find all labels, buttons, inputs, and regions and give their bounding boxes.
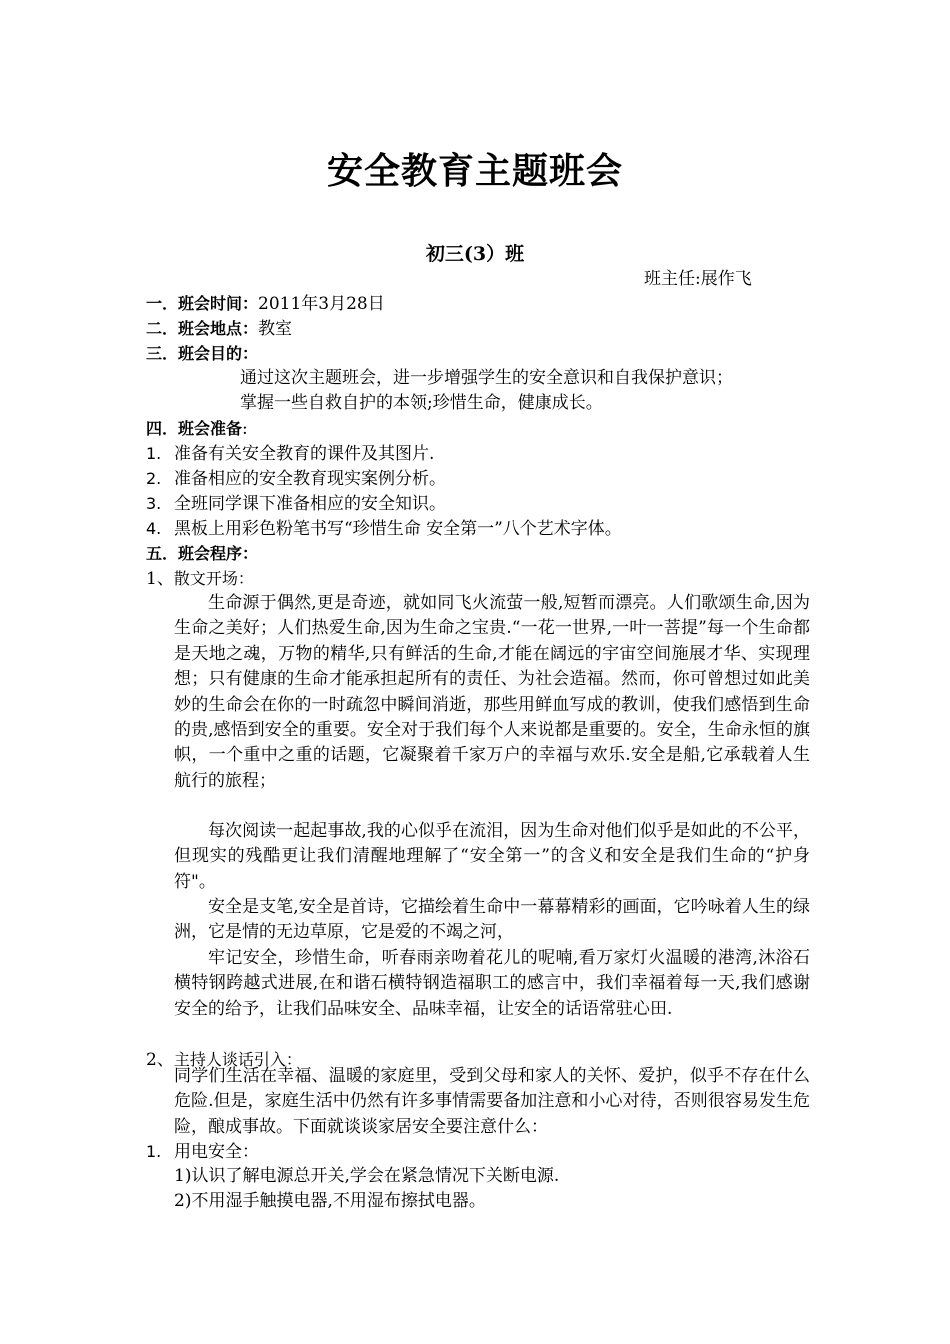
host-intro-paragraph: 同学们生活在幸福、温暖的家庭里，受到父母和家人的关怀、爱护，似乎不存在什么危险.但是，家庭生活中仍然有许多事情需要备加注意和小心对待，否则很容易发生危险，酿成事故。下面就谈谈家居安全要注意什么： [174, 1066, 810, 1137]
prep-item [146, 491, 446, 517]
electric-safety-item: 1)认识了解电源总开关,学会在紧急情况下关断电源. [174, 1166, 560, 1186]
step-number: 2、 [146, 1050, 174, 1070]
essay-paragraph: 安全是支笔,安全是首诗，它描绘着生命中一幕幕精彩的画面，它吟咏着人生的绿洲，它是情的无边草原，它是爱的不竭之河， [174, 897, 810, 943]
prep-item-number: 3. [146, 494, 162, 513]
electric-safety-number: 1. [146, 1142, 162, 1161]
teacher-name: 班主任:展作飞 [644, 269, 752, 289]
meeting-purpose-label: 三．班会目的： [146, 344, 259, 363]
prep-item-text: 黑板上用彩色粉笔书写“珍惜生命 安全第一”八个艺术字体。 [174, 519, 622, 539]
meeting-place-row [146, 316, 292, 342]
purpose-line: 掌握一些自救自护的本领;珍惜生命，健康成长。 [240, 393, 603, 413]
purpose-line: 通过这次主题班会，进一步增强学生的安全意识和自我保护意识； [240, 368, 733, 388]
prep-item-text: 全班同学课下准备相应的安全知识。 [174, 494, 446, 514]
preparation-colon: : [242, 419, 248, 439]
preparation-heading [146, 416, 248, 442]
meeting-time-value: 2011年3月28日 [258, 294, 385, 314]
prep-item-number: 4. [146, 519, 162, 538]
prep-item [146, 516, 622, 542]
step-number: 1、 [146, 569, 174, 589]
meeting-time-row [146, 291, 385, 317]
electric-safety-title: 用电安全： [174, 1142, 259, 1162]
prep-item-text: 准备有关安全教育的课件及其图片. [174, 444, 435, 464]
meeting-place-label: 二．班会地点： [146, 319, 259, 338]
electric-safety-item: 2)不用湿手触摸电器,不用湿布擦拭电器。 [174, 1191, 486, 1211]
step-title: 散文开场： [173, 569, 254, 588]
procedure-step-1-heading [146, 566, 254, 592]
prep-item-number: 2. [146, 469, 162, 488]
electric-safety-heading [146, 1139, 259, 1165]
prep-item-number: 1. [146, 444, 162, 463]
prep-item [146, 441, 434, 467]
class-name: 初三(3）班 [425, 243, 525, 265]
prep-item [146, 466, 446, 492]
page-title: 安全教育主题班会 [326, 150, 623, 192]
procedure-label: 五．班会程序： [146, 544, 259, 563]
preparation-label: 四．班会准备 [146, 419, 243, 438]
prep-item-text: 准备相应的安全教育现实案例分析。 [174, 469, 446, 489]
step-title: 主持人谈话引入： [173, 1050, 302, 1069]
essay-paragraph: 牢记安全，珍惜生命，听春雨亲吻着花儿的呢喃,看万家灯火温暖的港湾,沐浴石横特钢跨越式进展,在和谐石横特钢造福职工的感言中，我们幸福着每一天,我们感谢安全的给予，让我们品味安全、品味幸福，让安全的话语常驻心田. [174, 948, 810, 1019]
meeting-place-value: 教室 [258, 319, 293, 339]
meeting-purpose-row [146, 341, 258, 367]
procedure-heading [146, 541, 258, 567]
essay-paragraph: 每次阅读一起起事故,我的心似乎在流泪，因为生命对他们似乎是如此的不公平，但现实的残酷更让我们清醒地理解了“安全第一”的含义和安全是我们生命的“护身符"。 [174, 821, 810, 892]
essay-paragraph: 生命源于偶然,更是奇迹，就如同飞火流萤一般,短暂而漂亮。人们歌颂生命,因为生命之美好；人们热爱生命,因为生命之宝贵.“一花一世界,一叶一菩提”每一个生命都是天地之魂，万物的精华,只有鲜活的生命,才能在阔远的宇宙空间施展才华、实现理想；只有健康的生命才能承担起所有的责任、为社会造福。然而，你可曾想过如此美妙的生命会在你的一时疏忽中瞬间消逝，那些用鲜血写成的教训，使我们感悟到生命的贵,感悟到安全的重要。安全对于我们每个人来说都是重要的。安全，生命永恒的旗帜，一个重中之重的话题，它凝聚着千家万户的幸福与欢乐.安全是船,它承载着人生航行的旅程； [174, 593, 810, 791]
meeting-time-label: 一．班会时间： [146, 294, 259, 313]
